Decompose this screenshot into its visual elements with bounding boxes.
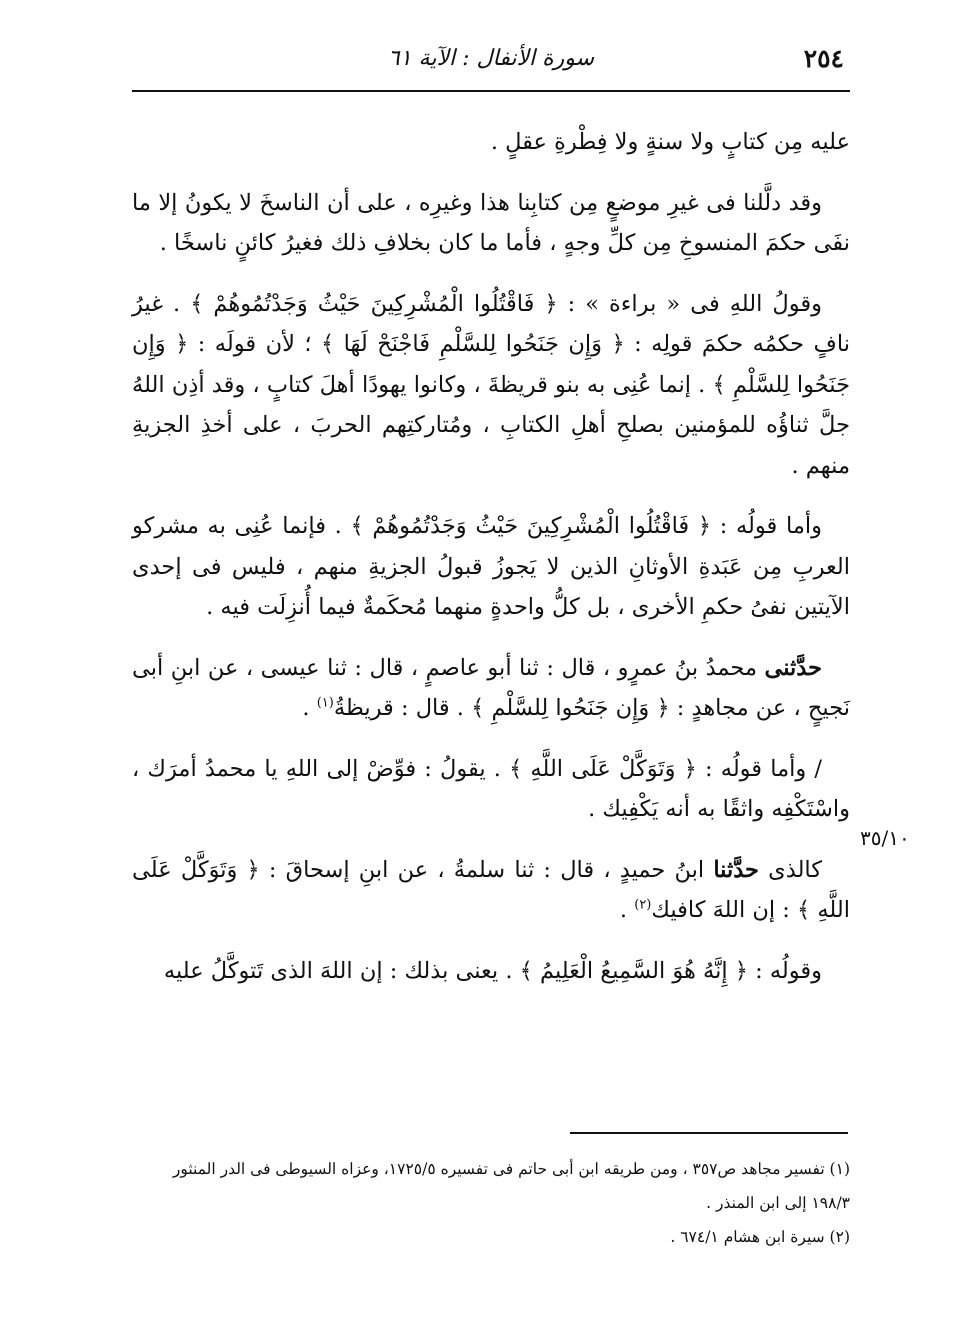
hadith-paragraph (132, 648, 850, 729)
narration-end: . (619, 897, 635, 923)
margin-reference: ٣٥/١٠ (860, 826, 910, 850)
narration-text: ابنُ حميدٍ ، قال : ثنا سلمةُ ، عن ابنِ إسحاقَ : ﴿ وَتَوَكَّلْ عَلَى اللَّهِ ﴾ : إن اللهَ كافيك (132, 856, 850, 923)
page-number: ٢٥٤ (803, 44, 844, 73)
narration-text: محمدُ بنُ عمرٍو ، قال : ثنا أبو عاصمٍ ، قال : ثنا عيسى ، عن ابنِ أبى نَجيحٍ ، عن مجاهدٍ : ﴿ وَإِن جَنَحُوا لِلسَّلْمِ ﴾ . قال : قريظةُ (132, 654, 850, 721)
paragraph: وقولُ اللهِ فى « براءة » : ﴿ فَاقْتُلُوا الْمُشْرِكِينَ حَيْثُ وَجَدْتُمُوهُمْ ﴾ . غيرُ نافٍ حكمُه حكمَ قولِه : ﴿ وَإِن جَنَحُوا لِلسَّلْمِ فَاجْنَحْ لَهَا ﴾ ؛ لأن قولَه : ﴿ وَإِن جَنَحُوا لِلسَّلْمِ ﴾ . إنما عُنِى به بنو قريظةَ ، وكانوا يهودًا أهلَ كتابٍ ، وقد أذِن اللهُ جلَّ ثناؤُه للمؤمنين بصلحِ أهلِ الكتابِ ، ومُتاركتِهم الحربَ ، على أخذِ الجزيةِ منهم . (132, 290, 850, 479)
paragraph: عليه مِن كتابٍ ولا سنةٍ ولا فِطْرةِ عقلٍ . (490, 129, 850, 155)
paragraph: وقد دلَّلنا فى غيرِ موضعٍ مِن كتابِنا هذا وغيرِه ، على أن الناسخَ لا يكونُ إلا ما نفَى حكمَ المنسوخِ مِن كلِّ وجهٍ ، فأما ما كان بخلافِ ذلك فغيرُ كائنٍ ناسخًا . (132, 189, 850, 256)
page-header (132, 36, 850, 92)
footnote-marker[interactable]: (٢) (634, 897, 652, 913)
narration-pre: كالذى (758, 856, 822, 883)
footnote: (١) تفسير مجاهد ص٣٥٧ ، ومن طريقه ابن أبى حاتم فى تفسيره ١٧٢٥/٥، وعزاه السيوطى فى الدر المنثور ١٩٨/٣ إلى ابن المنذر . (172, 1160, 850, 1212)
narration-lead: حدَّثنى (764, 654, 822, 681)
hadith-paragraph (132, 850, 850, 931)
footnote-divider (570, 1132, 848, 1134)
narration-lead: حدَّثنا (713, 856, 759, 883)
footnote: (٢) سيرة ابن هشام ٦٧٤/١ . (670, 1228, 850, 1246)
footnote-marker[interactable]: (١) (316, 695, 334, 711)
main-text (132, 122, 850, 1011)
paragraph: وقولُه : ﴿ إِنَّهُ هُوَ السَّمِيعُ الْعَلِيمُ ﴾ . يعنى بذلك : إن اللهَ الذى تَتوكَّلُ عليه (163, 957, 822, 984)
narration-end: . (302, 695, 317, 721)
paragraph: وأما قولُه : ﴿ فَاقْتُلُوا الْمُشْرِكِينَ حَيْثُ وَجَدْتُمُوهُمْ ﴾ . فإنما عُنِى به مشركو العربِ مِن عَبَدةِ الأوثانِ الذين لا يَجوزُ قبولُ الجزيةِ منهم ، فليس فى إحدى الآيتين نفىُ حكمِ الأخرى ، بل كلُّ واحدةٍ منهما مُحكَمةٌ فيما أُنزِلَت فيه . (132, 513, 850, 620)
paragraph: / وأما قولُه : ﴿ وَتَوَكَّلْ عَلَى اللَّهِ ﴾ . يقولُ : فوِّضْ إلى اللهِ يا محمدُ أمرَك ، واسْتَكْفِه واثقًا به أنه يَكْفِيك . (132, 755, 850, 822)
footnotes (132, 1152, 850, 1254)
running-title: سورة الأنفال : الآية ٦١ (387, 46, 595, 71)
